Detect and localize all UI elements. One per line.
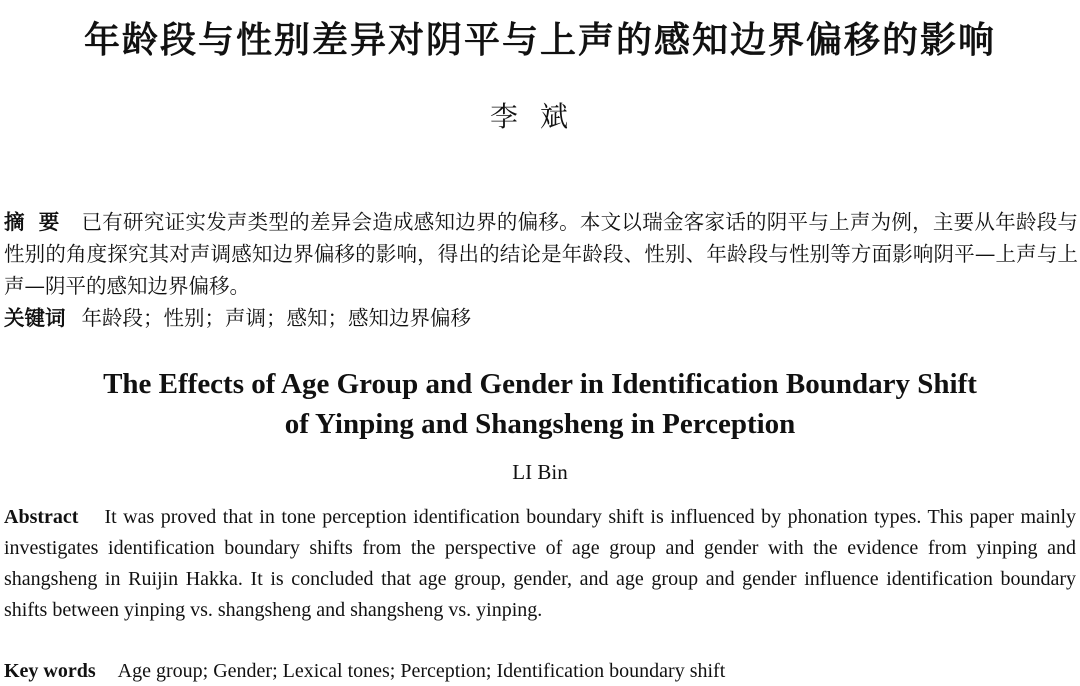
chinese-abstract-label: 摘要 xyxy=(4,210,74,234)
english-title-line-2: of Yinping and Shangsheng in Perception xyxy=(284,408,796,440)
chinese-keywords-label: 关键词 xyxy=(4,306,66,330)
english-title-line-1: The Effects of Age Group and Gender in Identification Boundary Shift xyxy=(103,368,977,400)
chinese-keywords xyxy=(4,302,1078,334)
chinese-keywords-text: 年龄段；性别；声调；感知；感知边界偏移 xyxy=(81,306,471,330)
english-author: LI Bin xyxy=(512,460,568,484)
english-title xyxy=(0,364,1080,444)
chinese-abstract xyxy=(4,206,1078,302)
english-abstract xyxy=(4,502,1076,626)
english-keywords-text: Age group; Gender; Lexical tones; Perception; Identification boundary shift xyxy=(117,660,726,682)
english-keywords-label: Key words xyxy=(4,660,96,682)
english-keywords xyxy=(4,656,1076,686)
english-abstract-text: It was proved that in tone perception identification boundary shift is influenced by phonation types. This paper mainly investigates identification boundary shifts from the perspective of age group and gender with the evidence from yinping and shangsheng in Ruijin Hakka. It is concluded that age group, gender, and age group and gender influence identification boundary shifts between yinping vs. shangsheng and shangsheng vs. yinping. xyxy=(4,506,1076,621)
chinese-author: 李斌 xyxy=(489,100,590,133)
english-abstract-label: Abstract xyxy=(4,506,79,528)
chinese-title: 年龄段与性别差异对阴平与上声的感知边界偏移的影响 xyxy=(83,20,996,61)
chinese-abstract-text: 已有研究证实发声类型的差异会造成感知边界的偏移。本文以瑞金客家话的阴平与上声为例，主要从年龄段与性别的角度探究其对声调感知边界偏移的影响，得出的结论是年龄段、性别、年龄段与性别等方面影响阴平—上声与上声—阴平的感知边界偏移。 xyxy=(4,210,1078,298)
